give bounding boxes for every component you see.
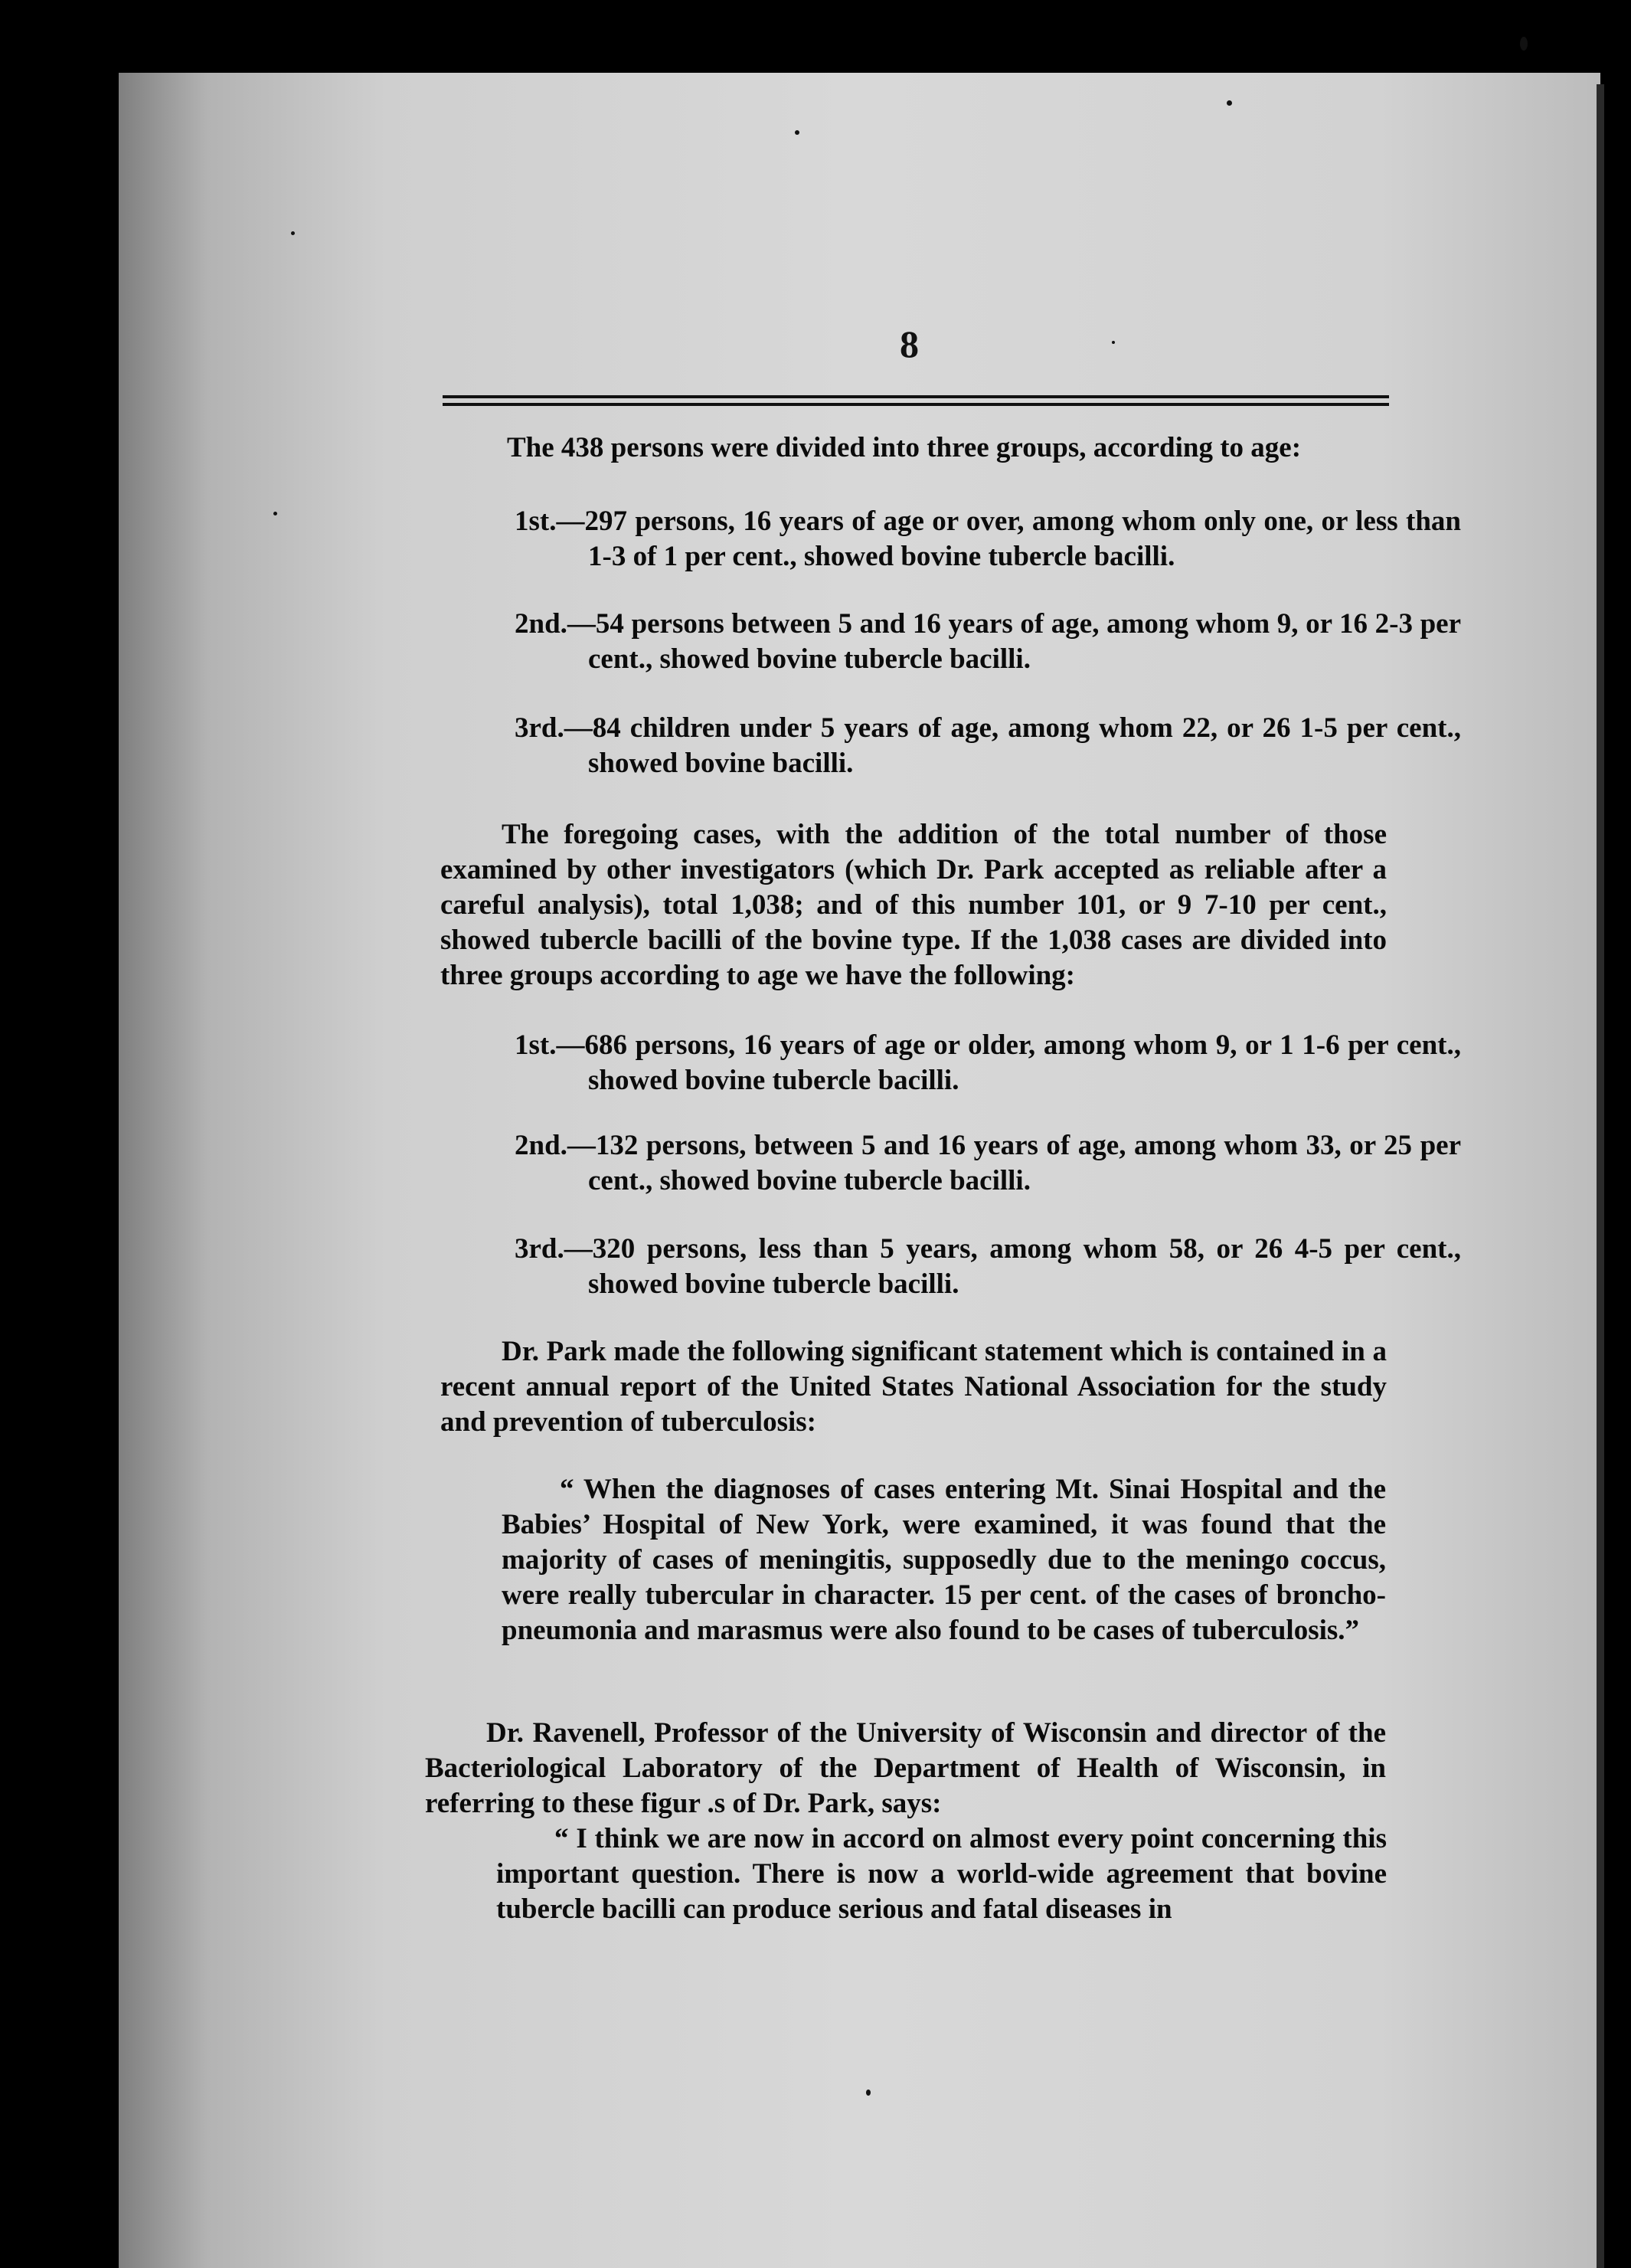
park-quote: “ When the diagnoses of cases entering Mt. Sinai Hospital and the Babies’ Hospital of New York, were examined, it was found that the majority of cases of meningitis, supposedly due to the meningo coccus, were really tubercular in character. 15 per cent. of the cases of broncho-pneumonia and marasmus were also found to be cases of tuberculosis.” [502, 1474, 1386, 1646]
group-label: 2nd. [515, 1130, 567, 1161]
group-text: —686 persons, 16 years of age or older, among whom 9, or 1 1-6 per cent., showed bovine tubercle bacilli. [556, 1029, 1461, 1096]
group-label: 3rd. [515, 712, 564, 744]
foregoing-paragraph: The foregoing cases, with the addition of the total number of those examined by other investigators (which Dr. Park accepted as reliable after a careful analysis), total 1,038; and of this number 101, or 9 7-10 per cent., showed tubercle bacilli of the bovine type. If the 1,038 cases are divided into three groups according to age we have the following: [440, 819, 1387, 991]
scan-speck [1227, 100, 1232, 106]
group-text: —54 persons between 5 and 16 years of age, among whom 9, or 16 2-3 per cent., showed bovine tubercle bacilli. [567, 608, 1461, 675]
group-text: —84 children under 5 years of age, among whom 22, or 26 1-5 per cent., showed bovine bacilli. [564, 712, 1461, 779]
park-paragraph: Dr. Park made the following significant statement which is contained in a recent annual report of the United States National Association for the study and prevention of tuberculosis: [440, 1336, 1387, 1438]
group-label: 3rd. [515, 1233, 564, 1265]
scan-speck [795, 130, 799, 135]
scan-speck [273, 512, 277, 515]
group-text: —297 persons, 16 years of age or over, among whom only one, or less than 1-3 of 1 per cent., showed bovine tubercle bacilli. [556, 506, 1461, 572]
group-one-item-3 [515, 711, 1461, 781]
group-label: 2nd. [515, 608, 567, 640]
group-one-item-1 [515, 504, 1461, 574]
scan-speck [1520, 37, 1528, 51]
intro-paragraph: The 438 persons were divided into three groups, according to age: [507, 432, 1302, 463]
ravenell-paragraph: Dr. Ravenell, Professor of the University of Wisconsin and director of the Bacteriological Laboratory of the Department of Health of Wisconsin, in referring to these figur .s of Dr. Park, says: [425, 1717, 1386, 1819]
ravenell-quote: “ I think we are now in accord on almost every point concerning this important question. There is now a world-wide agreement that bovine tubercle bacilli can produce serious and fatal diseases in [496, 1823, 1387, 1925]
scan-speck [291, 231, 295, 235]
group-text: —320 persons, less than 5 years, among whom 58, or 26 4-5 per cent., showed bovine tubercle bacilli. [564, 1233, 1461, 1300]
scan-speck [866, 2090, 871, 2096]
group-text: —132 persons, between 5 and 16 years of age, among whom 33, or 25 per cent., showed bovine tubercle bacilli. [567, 1130, 1461, 1196]
group-label: 1st. [515, 1029, 557, 1061]
group-one-item-2 [515, 607, 1461, 677]
group-two-item-3 [515, 1232, 1461, 1302]
group-two-item-2 [515, 1128, 1461, 1199]
page-edge-shadow [1597, 84, 1604, 2268]
group-two-item-1 [515, 1028, 1461, 1098]
page-number: 8 [900, 322, 919, 365]
header-rule-bottom [443, 403, 1389, 406]
group-label: 1st. [515, 506, 557, 537]
scan-speck [1112, 341, 1115, 344]
header-rule-top [443, 395, 1389, 398]
